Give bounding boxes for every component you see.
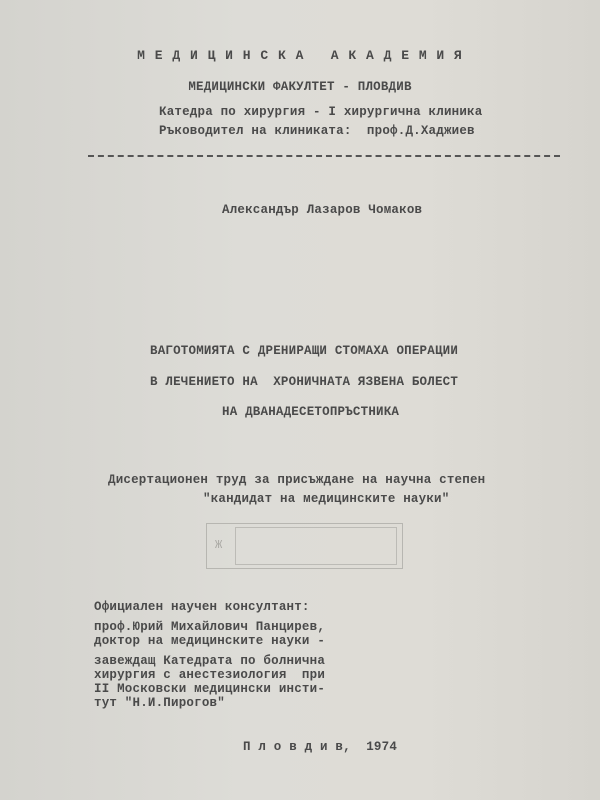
stamp-letter: Ж <box>215 538 223 552</box>
title-line-2: В ЛЕЧЕНИЕТО НА ХРОНИЧНАТА ЯЗВЕНА БОЛЕСТ <box>150 375 459 389</box>
consultant-position-4: тут "Н.И.Пирогов" <box>94 696 225 710</box>
consultant-degree: доктор на медицинските науки - <box>94 634 326 648</box>
stamp-inner-box <box>235 527 397 565</box>
consultant-label: Официален научен консултант: <box>94 600 310 614</box>
head-line: Ръководител на клиниката: проф.Д.Хаджиев <box>159 124 475 138</box>
place-year: П л о в д и в, 1974 <box>243 740 398 754</box>
purpose-line-2: "кандидат на медицинските науки" <box>203 492 450 506</box>
divider <box>88 155 560 157</box>
title-line-1: ВАГОТОМИЯТА С ДРЕНИРАЩИ СТОМАХА ОПЕРАЦИИ <box>150 344 459 358</box>
consultant-position-3: II Московски медицински инсти- <box>94 682 326 696</box>
handwritten-marks <box>520 0 600 30</box>
title-line-3: НА ДВАНАДЕСЕТОПРЪСТНИКА <box>222 405 400 419</box>
department-line: Катедра по хирургия - I хирургична клиника <box>159 105 483 119</box>
consultant-position-2: хирургия с анестезиология при <box>94 668 326 682</box>
author-name: Александър Лазаров Чомаков <box>222 203 423 217</box>
consultant-position-1: завеждащ Катедрата по болнична <box>94 654 326 668</box>
academy-heading: М Е Д И Ц И Н С К А А К А Д Е М И Я <box>137 48 463 63</box>
purpose-line-1: Дисертационен труд за присъждане на научна степен <box>108 473 486 487</box>
library-stamp <box>206 523 403 569</box>
faculty-heading: МЕДИЦИНСКИ ФАКУЛТЕТ - ПЛОВДИВ <box>188 80 412 94</box>
consultant-name: проф.Юрий Михайлович Панцирев, <box>94 620 326 634</box>
